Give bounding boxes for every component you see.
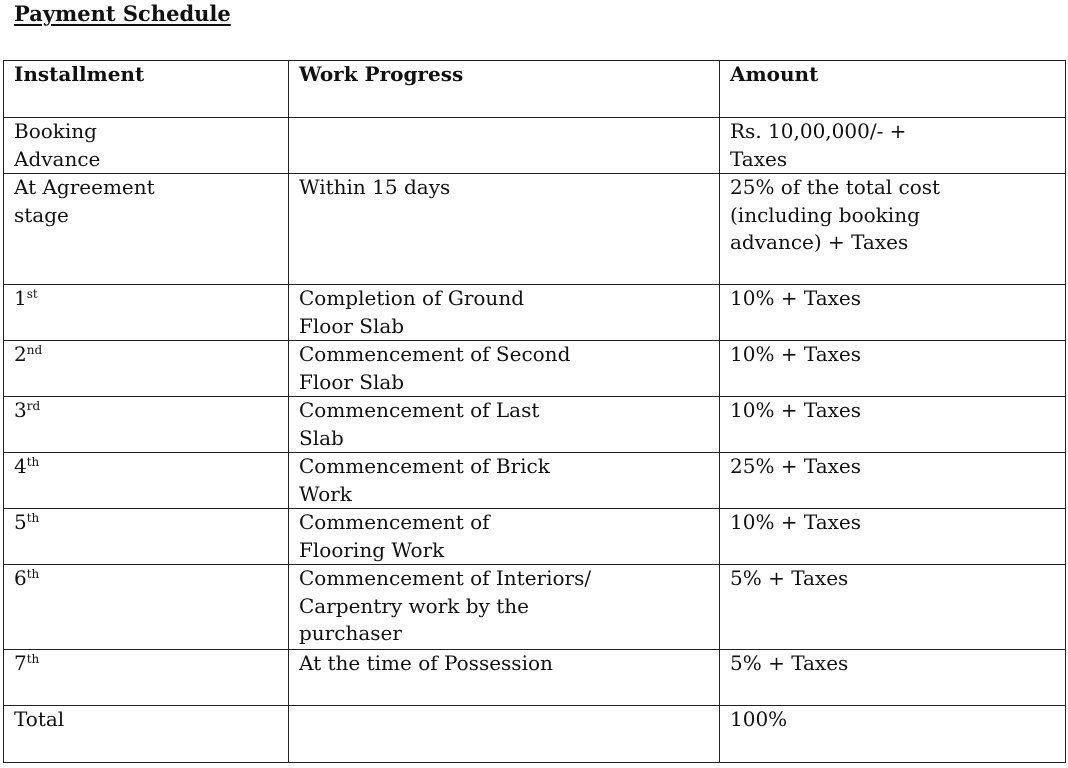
table-row: [4, 118, 1066, 174]
payment-schedule-table: [3, 60, 1066, 763]
installment-cell: [4, 285, 289, 341]
work-progress-cell: Commencement of Second Floor Slab: [289, 341, 720, 397]
ordinal-suffix: th: [26, 455, 40, 469]
installment-cell: Booking Advance: [4, 118, 289, 174]
work-progress-cell: [289, 706, 720, 763]
page-title: Payment Schedule: [14, 1, 231, 26]
table-row: [4, 509, 1066, 565]
total-amount-cell: 100%: [720, 706, 1066, 763]
installment-number: 4: [14, 454, 27, 478]
total-label-cell: Total: [4, 706, 289, 763]
installment-cell: [4, 397, 289, 453]
work-progress-cell: Commencement of Brick Work: [289, 453, 720, 509]
work-progress-cell: At the time of Possession: [289, 650, 720, 706]
work-progress-cell: Commencement of Last Slab: [289, 397, 720, 453]
amount-cell: 10% + Taxes: [720, 341, 1066, 397]
amount-cell: 5% + Taxes: [720, 650, 1066, 706]
column-header-installment: Installment: [4, 61, 289, 118]
installment-number: 1: [14, 286, 27, 310]
ordinal-suffix: th: [26, 567, 40, 581]
table-row: [4, 453, 1066, 509]
work-progress-cell: [289, 118, 720, 174]
amount-cell: Rs. 10,00,000/- + Taxes: [720, 118, 1066, 174]
ordinal-suffix: th: [26, 511, 40, 525]
table-row: [4, 285, 1066, 341]
total-row: [4, 706, 1066, 763]
table-header-row: [4, 61, 1066, 118]
work-progress-cell: Commencement of Flooring Work: [289, 509, 720, 565]
installment-cell: [4, 509, 289, 565]
work-progress-cell: Completion of Ground Floor Slab: [289, 285, 720, 341]
work-progress-cell: Commencement of Interiors/ Carpentry work by the purchaser: [289, 565, 720, 650]
installment-number: 7: [14, 651, 27, 675]
installment-cell: [4, 650, 289, 706]
table-row: [4, 565, 1066, 650]
amount-cell: 5% + Taxes: [720, 565, 1066, 650]
installment-cell: [4, 453, 289, 509]
ordinal-suffix: th: [26, 652, 40, 666]
installment-number: 2: [14, 342, 27, 366]
amount-cell: 25% + Taxes: [720, 453, 1066, 509]
amount-cell: 10% + Taxes: [720, 285, 1066, 341]
ordinal-suffix: nd: [26, 343, 43, 357]
amount-cell: 10% + Taxes: [720, 397, 1066, 453]
installment-cell: [4, 341, 289, 397]
ordinal-suffix: st: [26, 287, 38, 301]
amount-cell: 25% of the total cost (including booking advance) + Taxes: [720, 174, 1066, 285]
table-row: [4, 341, 1066, 397]
column-header-work-progress: Work Progress: [289, 61, 720, 118]
work-progress-cell: Within 15 days: [289, 174, 720, 285]
ordinal-suffix: rd: [26, 399, 41, 413]
installment-cell: At Agreement stage: [4, 174, 289, 285]
table-row: [4, 397, 1066, 453]
installment-number: 3: [14, 398, 27, 422]
column-header-amount: Amount: [720, 61, 1066, 118]
installment-number: 6: [14, 566, 27, 590]
table-row: [4, 174, 1066, 285]
table-row: [4, 650, 1066, 706]
installment-number: 5: [14, 510, 27, 534]
installment-cell: [4, 565, 289, 650]
amount-cell: 10% + Taxes: [720, 509, 1066, 565]
